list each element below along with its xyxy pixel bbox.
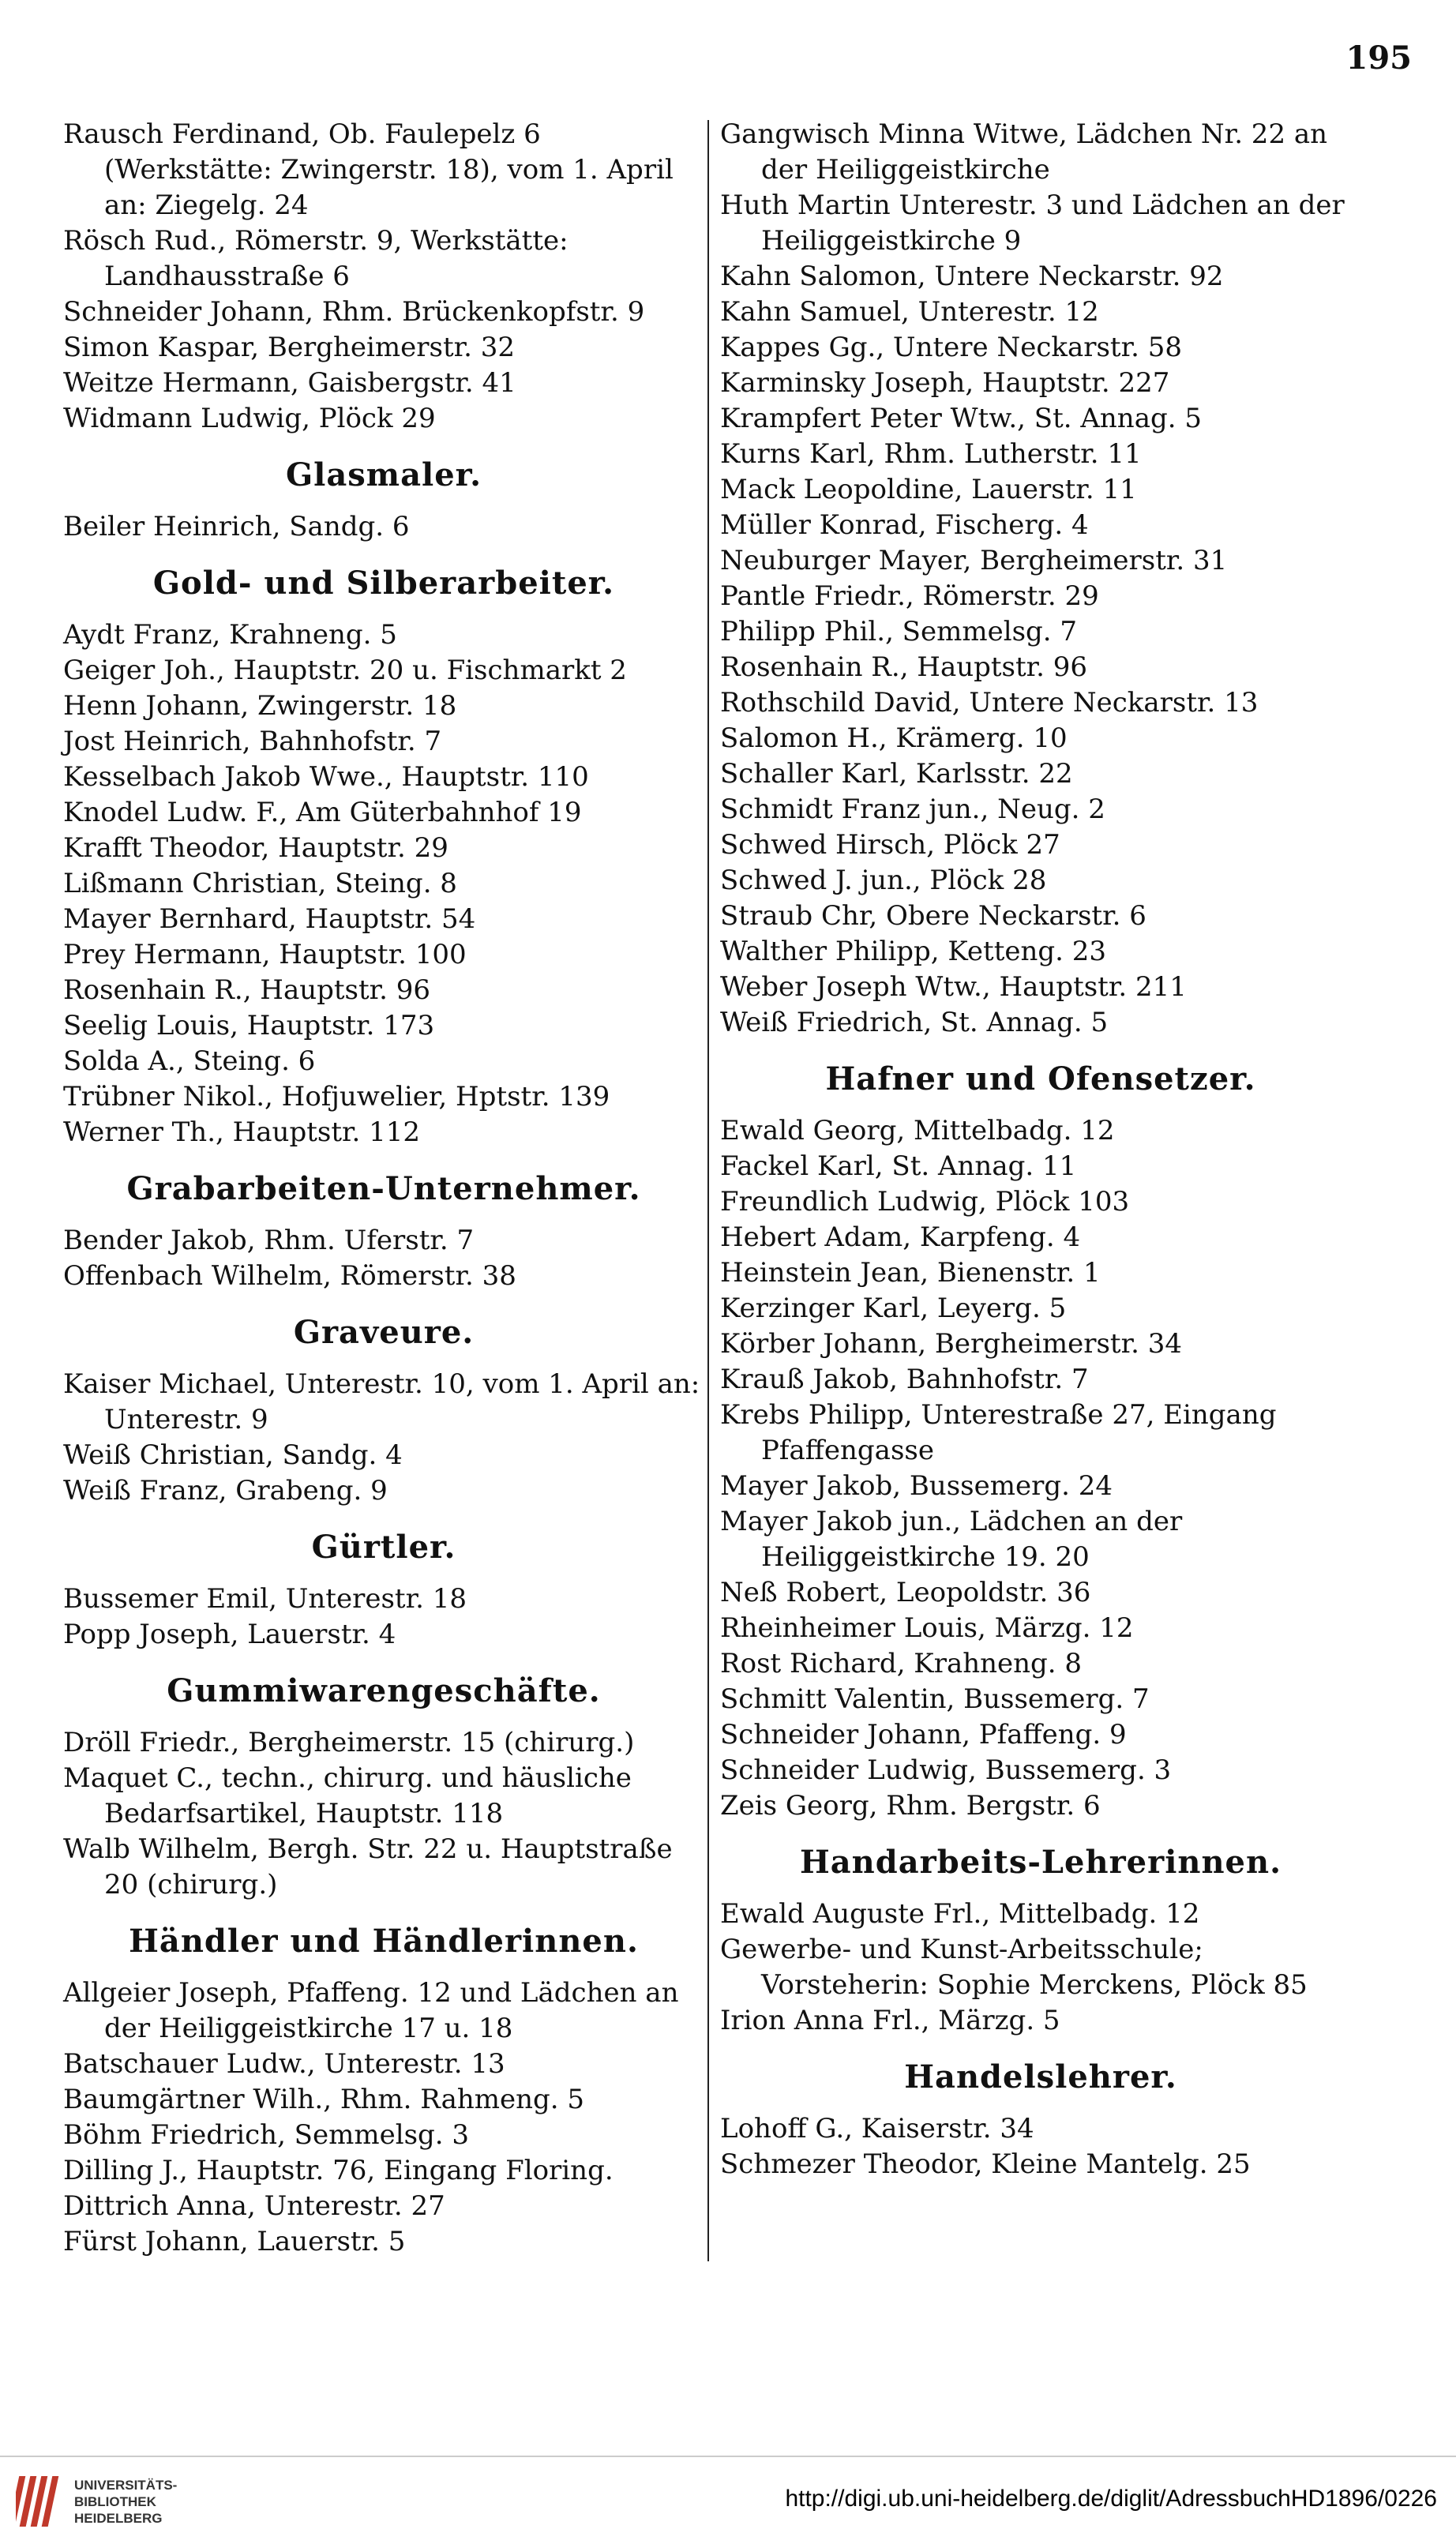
directory-entry: Salomon H., Krämerg. 10	[720, 722, 1068, 754]
directory-entry: Weiß Friedrich, St. Annag. 5	[720, 1007, 1109, 1038]
directory-entry: Körber Johann, Bergheimerstr. 34	[720, 1328, 1182, 1360]
directory-entry: Ewald Georg, Mittelbadg. 12	[720, 1115, 1115, 1146]
directory-entry: Kaiser Michael, Unterestr. 10, vom 1. April an: Unterestr. 9	[63, 1368, 700, 1435]
directory-entry: Schneider Ludwig, Bussemerg. 3	[720, 1754, 1172, 1786]
directory-entry: Huth Martin Unterestr. 3 und Lädchen an der Heiliggeistkirche 9	[720, 189, 1345, 257]
directory-entry: Rothschild David, Untere Neckarstr. 13	[720, 687, 1259, 719]
directory-entry: Mayer Jakob, Bussemerg. 24	[720, 1470, 1113, 1502]
directory-entry: Lißmann Christian, Steing. 8	[63, 868, 457, 899]
directory-entry: Schaller Karl, Karlsstr. 22	[720, 758, 1073, 790]
directory-entry: Allgeier Joseph, Pfaffeng. 12 und Lädchen an der Heiliggeistkirche 17 u. 18	[63, 1977, 679, 2044]
directory-entry: Schneider Johann, Pfaffeng. 9	[720, 1719, 1127, 1750]
section-heading: Gürtler.	[311, 1529, 456, 1566]
directory-entry: Freundlich Ludwig, Plöck 103	[720, 1186, 1130, 1218]
column-divider	[707, 120, 709, 2261]
directory-entry: Rosenhain R., Hauptstr. 96	[720, 651, 1088, 683]
section-heading: Gummiwarengeschäfte.	[167, 1672, 601, 1709]
directory-entry: Mayer Bernhard, Hauptstr. 54	[63, 903, 476, 935]
directory-entry: Straub Chr, Obere Neckarstr. 6	[720, 900, 1146, 932]
directory-entry: Hebert Adam, Karpfeng. 4	[720, 1221, 1081, 1253]
directory-entry: Fürst Johann, Lauerstr. 5	[63, 2226, 406, 2257]
library-logo-icon	[16, 2470, 63, 2533]
directory-entry: Popp Joseph, Lauerstr. 4	[63, 1619, 396, 1650]
directory-entry: Batschauer Ludw., Unterestr. 13	[63, 2048, 505, 2080]
directory-entry: Rost Richard, Krahneng. 8	[720, 1648, 1083, 1679]
section-heading: Glasmaler.	[285, 456, 482, 493]
directory-entry: Kesselbach Jakob Wwe., Hauptstr. 110	[63, 761, 589, 793]
directory-entry: Fackel Karl, St. Annag. 11	[720, 1150, 1077, 1182]
directory-entry: Lohoff G., Kaiserstr. 34	[720, 2113, 1034, 2144]
directory-entry: Schmidt Franz jun., Neug. 2	[720, 794, 1105, 825]
directory-entry: Dröll Friedr., Bergheimerstr. 15 (chirurg.)	[63, 1727, 635, 1758]
directory-entry: Rausch Ferdinand, Ob. Faulepelz 6 (Werkstätte: Zwingerstr. 18), vom 1. April an: Ziegelg. 24	[63, 118, 674, 221]
directory-entry: Krampfert Peter Wtw., St. Annag. 5	[720, 403, 1202, 434]
directory-entry: Weiß Franz, Grabeng. 9	[63, 1475, 388, 1507]
directory-entry: Werner Th., Hauptstr. 112	[63, 1116, 421, 1148]
directory-entry: Kerzinger Karl, Leyerg. 5	[720, 1293, 1067, 1324]
directory-entry: Geiger Joh., Hauptstr. 20 u. Fischmarkt 2	[63, 655, 627, 686]
directory-entry: Böhm Friedrich, Semmelsg. 3	[63, 2119, 470, 2151]
directory-entry: Rheinheimer Louis, Märzg. 12	[720, 1612, 1134, 1644]
directory-entry: Bussemer Emil, Unterestr. 18	[63, 1583, 467, 1615]
directory-entry: Bender Jakob, Rhm. Uferstr. 7	[63, 1225, 475, 1256]
directory-entry: Schmitt Valentin, Bussemerg. 7	[720, 1683, 1150, 1715]
directory-entry: Rösch Rud., Römerstr. 9, Werkstätte: Landhausstraße 6	[63, 225, 569, 292]
section-heading: Grabarbeiten-Unternehmer.	[126, 1170, 641, 1207]
directory-entry: Weitze Hermann, Gaisbergstr. 41	[63, 367, 516, 399]
directory-entry: Irion Anna Frl., Märzg. 5	[720, 2005, 1060, 2036]
directory-entry: Mayer Jakob jun., Lädchen an der Heiliggeistkirche 19. 20	[720, 1506, 1183, 1573]
directory-entry: Baumgärtner Wilh., Rhm. Rahmeng. 5	[63, 2084, 585, 2115]
directory-entry: Kahn Samuel, Unterestr. 12	[720, 296, 1099, 328]
right-column	[720, 117, 1361, 2182]
footer	[0, 2456, 1456, 2544]
directory-entry: Walther Philipp, Ketteng. 23	[720, 936, 1107, 967]
directory-entry: Henn Johann, Zwingerstr. 18	[63, 690, 457, 722]
directory-entry: Gangwisch Minna Witwe, Lädchen Nr. 22 an der Heiliggeistkirche	[720, 118, 1328, 186]
directory-entry: Kahn Salomon, Untere Neckarstr. 92	[720, 261, 1224, 292]
section-heading: Hafner und Ofensetzer.	[825, 1060, 1256, 1098]
directory-entry: Widmann Ludwig, Plöck 29	[63, 403, 436, 434]
directory-entry: Solda A., Steing. 6	[63, 1045, 316, 1077]
logo-line-3: HEIDELBERG	[74, 2510, 163, 2526]
directory-entry: Weiß Christian, Sandg. 4	[63, 1439, 403, 1471]
directory-entry: Zeis Georg, Rhm. Bergstr. 6	[720, 1790, 1101, 1822]
directory-entry: Walb Wilhelm, Bergh. Str. 22 u. Hauptstraße 20 (chirurg.)	[63, 1833, 673, 1900]
logo-line-1: UNIVERSITÄTS-	[74, 2477, 178, 2493]
directory-entry: Dilling J., Hauptstr. 76, Eingang Floring.	[63, 2155, 614, 2186]
directory-entry: Philipp Phil., Semmelsg. 7	[720, 616, 1078, 647]
directory-entry: Schwed Hirsch, Plöck 27	[720, 829, 1060, 861]
directory-entry: Krauß Jakob, Bahnhofstr. 7	[720, 1364, 1089, 1395]
directory-entry: Pantle Friedr., Römerstr. 29	[720, 580, 1099, 612]
directory-entry: Schmezer Theodor, Kleine Mantelg. 25	[720, 2148, 1251, 2180]
directory-entry: Simon Kaspar, Bergheimerstr. 32	[63, 332, 516, 363]
directory-entry: Kappes Gg., Untere Neckarstr. 58	[720, 332, 1182, 363]
left-column	[63, 117, 704, 2260]
directory-entry: Prey Hermann, Hauptstr. 100	[63, 939, 467, 970]
directory-entry: Krafft Theodor, Hauptstr. 29	[63, 832, 448, 864]
directory-entry: Offenbach Wilhelm, Römerstr. 38	[63, 1260, 516, 1292]
library-logo-text	[74, 2477, 177, 2527]
directory-entry: Krebs Philipp, Unterestraße 27, Eingang Pfaffengasse	[720, 1399, 1277, 1466]
directory-entry: Weber Joseph Wtw., Hauptstr. 211	[720, 971, 1187, 1003]
directory-entry: Gewerbe- und Kunst-Arbeitsschule; Vorsteherin: Sophie Merckens, Plöck 85	[720, 1934, 1308, 2001]
directory-entry: Trübner Nikol., Hofjuwelier, Hptstr. 139	[63, 1081, 610, 1113]
directory-entry: Neuburger Mayer, Bergheimerstr. 31	[720, 545, 1228, 576]
directory-entry: Schwed J. jun., Plöck 28	[720, 865, 1047, 896]
directory-entry: Maquet C., techn., chirurg. und häusliche Bedarfsartikel, Hauptstr. 118	[63, 1762, 632, 1829]
directory-entry: Karminsky Joseph, Hauptstr. 227	[720, 367, 1170, 399]
directory-entry: Mack Leopoldine, Lauerstr. 11	[720, 474, 1137, 505]
directory-entry: Rosenhain R., Hauptstr. 96	[63, 974, 431, 1006]
directory-entry: Aydt Franz, Krahneng. 5	[63, 619, 397, 651]
directory-entry: Neß Robert, Leopoldstr. 36	[720, 1577, 1091, 1608]
directory-entry: Kurns Karl, Rhm. Lutherstr. 11	[720, 438, 1142, 470]
directory-entry: Müller Konrad, Fischerg. 4	[720, 509, 1089, 541]
library-logo[interactable]	[16, 2470, 177, 2533]
directory-entry: Schneider Johann, Rhm. Brückenkopfstr. 9	[63, 296, 645, 328]
section-heading: Handelslehrer.	[904, 2058, 1177, 2096]
logo-line-2: BIBLIOTHEK	[74, 2493, 156, 2509]
directory-entry: Jost Heinrich, Bahnhofstr. 7	[63, 726, 442, 757]
directory-entry: Dittrich Anna, Unterestr. 27	[63, 2190, 445, 2222]
section-heading: Gold- und Silberarbeiter.	[152, 565, 615, 602]
section-heading: Graveure.	[293, 1314, 475, 1351]
source-url-link[interactable]: http://digi.ub.uni-heidelberg.de/diglit/AdressbuchHD1896/0226	[785, 2486, 1437, 2512]
directory-entry: Seelig Louis, Hauptstr. 173	[63, 1010, 435, 1041]
directory-entry: Ewald Auguste Frl., Mittelbadg. 12	[720, 1898, 1200, 1930]
directory-entry: Knodel Ludw. F., Am Güterbahnhof 19	[63, 797, 582, 828]
directory-entry: Heinstein Jean, Bienenstr. 1	[720, 1257, 1101, 1289]
section-heading: Händler und Händlerinnen.	[129, 1923, 639, 1960]
section-heading: Handarbeits-Lehrerinnen.	[799, 1844, 1282, 1881]
page-number: 195	[1345, 39, 1412, 77]
directory-entry: Beiler Heinrich, Sandg. 6	[63, 511, 410, 542]
